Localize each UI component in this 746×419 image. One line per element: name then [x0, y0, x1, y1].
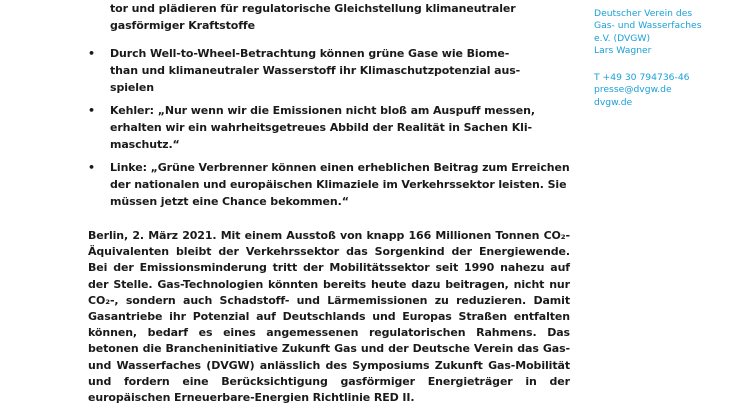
sidebar-org: Deutscher Verein des Gas- und Wasserfaches e.V. (DVGW) Lars Wagner — [594, 8, 702, 57]
bullet-dot: • — [88, 104, 95, 117]
bullet-text: Linke: „Grüne Verbrenner können einen erheblichen Beitrag zum Erreichen der nationalen und europäischen Klimaziele im Verkehrssektor leisten. Sie müssen jetzt eine Chance bekommen.“ — [110, 161, 570, 208]
bullet-dot: • — [88, 161, 95, 174]
sidebar-contact: T +49 30 794736-46 presse@dvgw.de dvgw.de — [594, 72, 690, 108]
bullet-text: Kehler: „Nur wenn wir die Emissionen nicht bloß am Auspuff messen, erhalten wir ein wahrheitsgetreues Abbild der Realität in Sachen Kli- maschutz.“ — [110, 104, 535, 151]
body-paragraph: Berlin, 2. März 2021. Mit einem Ausstoß von knapp 166 Millionen Tonnen CO₂-Äquivalenten bleibt der Verkehrssektor das Sorgenkind der Energiewende. Bei der Emissionsminderung tritt der Mobilitätssektor seit 1990 nahezu auf der Stelle. Gas-Technologien könnten bereits heute dazu beitragen, nicht nur CO₂-, sondern auch Schadstoff- und Lärmemissionen zu reduzieren. Damit Gasantriebe ihr Potenzial auf Deutschlands und Europas Straßen entfalten können, bedarf es eines angemessenen regulatorischen Rahmens. Das betonen die Brancheninitiative Zukunft Gas und der Deutsche Verein das Gas- und Wasserfaches (DVGW) anlässlich des Symposiums Zukunft Gas-Mobilität und fordern eine Berücksichtigung gasförmiger Energieträger in der europäischen Erneuerbare-Energien Richtlinie RED II. — [88, 229, 570, 405]
bullet-text: Durch Well-to-Wheel-Betrachtung können grüne Gase wie Biome- than und klimaneutraler Wasserstoff ihr Klimaschutzpotenzial aus- spielen — [110, 47, 521, 94]
bullet-dot: • — [88, 47, 95, 60]
bullet-text: tor und plädieren für regulatorische Gleichstellung klimaneutraler gasförmiger Kraftstoffe — [110, 2, 516, 32]
